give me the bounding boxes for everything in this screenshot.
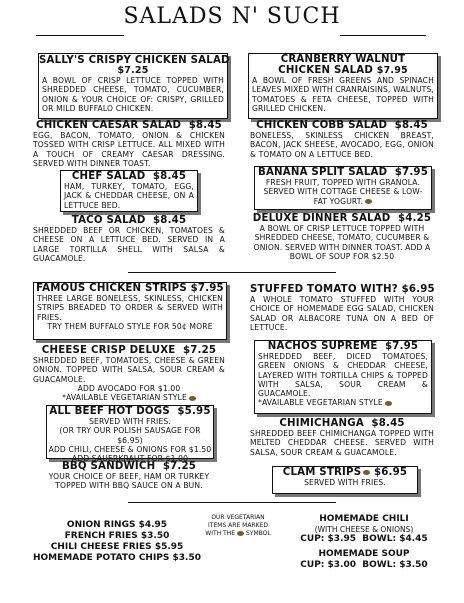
item-desc: SHREDDED BEEF, DICED TOMATOES, GREEN ONIONS & CHEDDAR CHEESE, LAYERED WITH TORTILLA CHIPS & TOPPED WITH SALSA, SOUR CREAM & GUACAMOLE. xyxy=(258,352,428,399)
side-item xyxy=(22,542,212,553)
item-name-line2 xyxy=(249,65,437,76)
item-desc: BONELESS, SKINLESS CHICKEN BREAST, BACON, JACK SHEESE, AVOCADO, EGG, ONION & TOMATO ON A LETTUCE BED. xyxy=(250,131,434,159)
item-price: $8.45 xyxy=(152,171,187,182)
item-header xyxy=(47,406,213,417)
veg-note-line: OUR VEGETARIAN xyxy=(211,514,265,521)
price-value: $3.50 xyxy=(399,560,428,570)
item-price: $8.45 xyxy=(153,215,187,226)
item-veg: *AVAILABLE VEGETARIAN STYLE xyxy=(258,398,383,408)
soup-prices xyxy=(286,560,442,571)
item-name: BBQ SANDWICH xyxy=(61,461,156,472)
item-desc: SHREDDED BEEF, TOMATOES, CHEESE & GREEN ONION. TOPPED WITH SALSA, SOUR CREAM & GUACAMOLE. xyxy=(33,356,225,384)
side-name: FRENCH FRIES xyxy=(64,531,138,541)
side-name: CHILI CHEESE FRIES xyxy=(50,542,152,552)
item-line: ADD SAUERKRAUT FOR $1.00 xyxy=(71,454,189,464)
item-strips-box xyxy=(33,282,227,340)
item-header xyxy=(34,283,226,294)
item-price: $8.45 xyxy=(394,120,428,131)
item-name: CHIMICHANGA xyxy=(279,418,364,429)
leaf-icon xyxy=(189,396,196,401)
item-desc: THREE LARGE BONELESS, SKINLESS, CHICKEN STRIPS BREADED TO ORDER & SERVED WITH FRIES. xyxy=(37,294,223,322)
item-line: (OR TRY OUR POLISH SAUSAGE FOR $6.95) xyxy=(59,426,201,445)
item-desc: SERVED WITH FRIES. xyxy=(304,478,386,487)
side-item xyxy=(22,520,212,531)
item-price: $7.25 xyxy=(117,65,149,76)
item-desc: A WHOLE TOMATO STUFFED WITH YOUR CHOICE OF HOMEMADE EGG SALAD, CHICKEN SALAD OR ALBACORE TUNA ON A BED OF LETTUCE. xyxy=(250,295,434,332)
side-price: $3.50 xyxy=(172,553,201,563)
item-header xyxy=(33,215,225,226)
item-desc: A BOWL OF FRESH GREENS AND SPINACH LEAVES MIXED WITH CRANRAISINS, WALNUTS, TOMATOES & FETA CHEESE, TOPPED WITH GRILLED CHICKEN. xyxy=(252,76,434,113)
item-name: CHEF SALAD xyxy=(71,171,146,182)
item-price: $7.25 xyxy=(182,345,217,356)
leaf-icon xyxy=(237,531,244,536)
leaf-icon xyxy=(365,199,372,204)
item-header xyxy=(250,213,434,224)
title-rule-right xyxy=(340,35,426,36)
item-header xyxy=(33,461,225,472)
leaf-icon xyxy=(363,470,370,475)
item-desc-wrap xyxy=(255,178,431,206)
item-name: CRANBERRY WALNUT xyxy=(280,54,406,65)
title-rule-left xyxy=(36,35,124,36)
price-label: CUP: xyxy=(300,560,325,570)
item-name: CHEESE CRISP DELUXE xyxy=(41,345,176,356)
item-name: FAMOUS CHICKEN STRIPS xyxy=(36,283,187,294)
item-crisp xyxy=(33,345,225,402)
item-add: ADD AVOCADO FOR $1.00 xyxy=(77,383,181,393)
chili-sub: (WITH CHEESE & ONIONS) xyxy=(314,525,414,534)
item-price: $8.45 xyxy=(188,120,222,131)
item-desc: SHREDDED BEEF OR CHICKEN, TOMATOES & CHEESE ON A LETTUCE BED. SERVED IN A LARGE TORTILLA SHELL WITH SALSA & GUACAMOLE. xyxy=(33,226,225,263)
item-veg-wrap xyxy=(33,393,225,402)
item-stuffed xyxy=(250,284,434,332)
price-value: $3.95 xyxy=(327,534,357,544)
item-price: $8.45 xyxy=(371,418,405,429)
price-label: BOWL: xyxy=(362,534,397,544)
item-name: CHICKEN COBB SALAD xyxy=(256,120,388,131)
item-price: $5.95 xyxy=(177,406,211,417)
item-desc: YOUR CHOICE OF BEEF, HAM OR TURKEY TOPPED WITH BBQ SAUCE ON A BUN. xyxy=(48,472,210,491)
item-price: $7.95 xyxy=(376,65,408,76)
item-name: SALLY'S CRISPY CHICKEN SALAD xyxy=(39,55,230,66)
item-header xyxy=(33,120,225,131)
leaf-icon xyxy=(385,401,392,406)
item-header xyxy=(273,467,417,478)
item-price: $6.95 xyxy=(373,467,408,478)
item-name: ALL BEEF HOT DOGS xyxy=(49,406,170,417)
item-chef-box xyxy=(60,170,198,212)
item-line: ADD CHILI, CHEESE & ONIONS FOR $1.50 xyxy=(48,444,212,454)
item-deluxe xyxy=(250,213,434,261)
item-name: NACHOS SUPREME xyxy=(267,341,378,352)
item-note: TRY THEM BUFFALO STYLE FOR 50¢ MORE xyxy=(47,321,213,331)
item-caesar xyxy=(33,120,225,168)
item-desc: A BOWL OF CRISP LETTUCE TOPPED WITH SHREDDED CHEESE, TOMATO, CUCUMBER & ONION. SERVED WITH DINNER TOAST. ADD A BOWL OF SOUP FOR $2.50 xyxy=(253,224,431,261)
price-value: $3.00 xyxy=(327,560,357,570)
item-price: $7.25 xyxy=(162,461,197,472)
section-divider xyxy=(128,502,336,503)
item-price: $7.95 xyxy=(394,167,428,178)
veg-note-text: SYMBOL xyxy=(245,530,271,537)
item-desc: HAM, TURKEY, TOMATO, EGG, JACK & CHEDDAR CHEESE, ON A LETTUCE BED. xyxy=(64,182,194,210)
item-header xyxy=(250,120,434,131)
item-price: $4.25 xyxy=(397,213,432,224)
veg-note-text: WITH THE xyxy=(205,530,236,537)
item-nachos-box xyxy=(254,340,432,414)
item-header xyxy=(33,345,225,356)
item-taco xyxy=(33,215,225,263)
item-hotdogs-box xyxy=(46,405,214,464)
item-name: TACO SALAD xyxy=(71,215,146,226)
chili-soup xyxy=(286,514,442,571)
page-title: SALADS N' SUCH xyxy=(123,4,341,29)
item-banana-box xyxy=(254,166,432,210)
item-sally-box xyxy=(38,53,228,119)
item-name: BANANA SPLIT SALAD xyxy=(258,167,388,178)
item-desc: SHREDDED BEEF CHIMICHANGA TOPPED WITH MELTED CHEDDAR CHEESE. SERVED WITH SALSA, SOUR CREAM & GUACAMOLE. xyxy=(250,429,434,457)
veg-note-line xyxy=(196,530,280,538)
soup-name: HOMEMADE SOUP xyxy=(318,549,410,559)
item-header xyxy=(250,284,434,295)
veg-note xyxy=(196,514,280,538)
item-name: CHICKEN CAESAR SALAD xyxy=(36,120,182,131)
item-header xyxy=(255,341,431,352)
price-label: BOWL: xyxy=(362,560,397,570)
price-value: $4.45 xyxy=(399,534,428,544)
item-desc: FRESH FRUIT, TOPPED WITH GRANOLA. SERVED WITH COTTAGE CHEESE & LOW-FAT YOGURT. xyxy=(263,178,423,206)
side-price: $3.50 xyxy=(140,531,170,541)
item-name: CLAM STRIPS xyxy=(282,467,362,478)
side-item xyxy=(22,531,212,542)
item-line: SERVED WITH FRIES. xyxy=(89,417,171,426)
item-chimi xyxy=(250,418,434,457)
item-desc: EGG, BACON, TOMATO, ONION & CHICKEN TOSSED WITH CRISP LETTUCE. ALL MIXED WITH A TOUCH OF CREAMY CAESAR DRESSING. SERVED WITH DINNER TOAST. xyxy=(33,131,225,168)
item-price: $7.95 xyxy=(190,283,224,294)
item-price: $7.95 xyxy=(385,341,419,352)
item-header xyxy=(61,171,197,182)
item-clam-box xyxy=(272,466,418,494)
side-price: $4.95 xyxy=(138,520,168,530)
chili-name: HOMEMADE CHILI xyxy=(319,514,409,524)
item-header xyxy=(250,418,434,429)
section-divider xyxy=(128,272,336,273)
item-desc: A BOWL OF CRISP LETTUCE TOPPED WITH SHREDDED CHEESE, TOMATO, CUCUMBER, ONION & YOUR CHOICE OF: CRISPY, GRILLED OR MILD BUFFALO CHICKEN. xyxy=(42,76,224,113)
item-bbq xyxy=(33,461,225,491)
item-name: STUFFED TOMATO WITH? xyxy=(250,284,398,295)
item-name: CHICKEN SALAD xyxy=(278,65,374,76)
price-label: CUP: xyxy=(300,534,325,544)
chili-prices xyxy=(286,534,442,545)
item-veg-wrap xyxy=(255,398,431,407)
item-cobb xyxy=(250,120,434,159)
item-header xyxy=(255,167,431,178)
item-cranberry-box xyxy=(248,53,438,119)
side-price: $5.95 xyxy=(154,542,184,552)
side-name: HOMEMADE POTATO CHIPS xyxy=(32,553,170,563)
item-price: $6.95 xyxy=(401,284,435,295)
side-item xyxy=(22,553,212,564)
veg-note-line: ITEMS ARE MARKED xyxy=(208,522,268,529)
item-veg: *AVAILABLE VEGETARIAN STYLE xyxy=(62,393,187,403)
side-name: ONION RINGS xyxy=(66,520,136,530)
sides-list xyxy=(22,520,212,564)
item-name: DELUXE DINNER SALAD xyxy=(252,213,391,224)
